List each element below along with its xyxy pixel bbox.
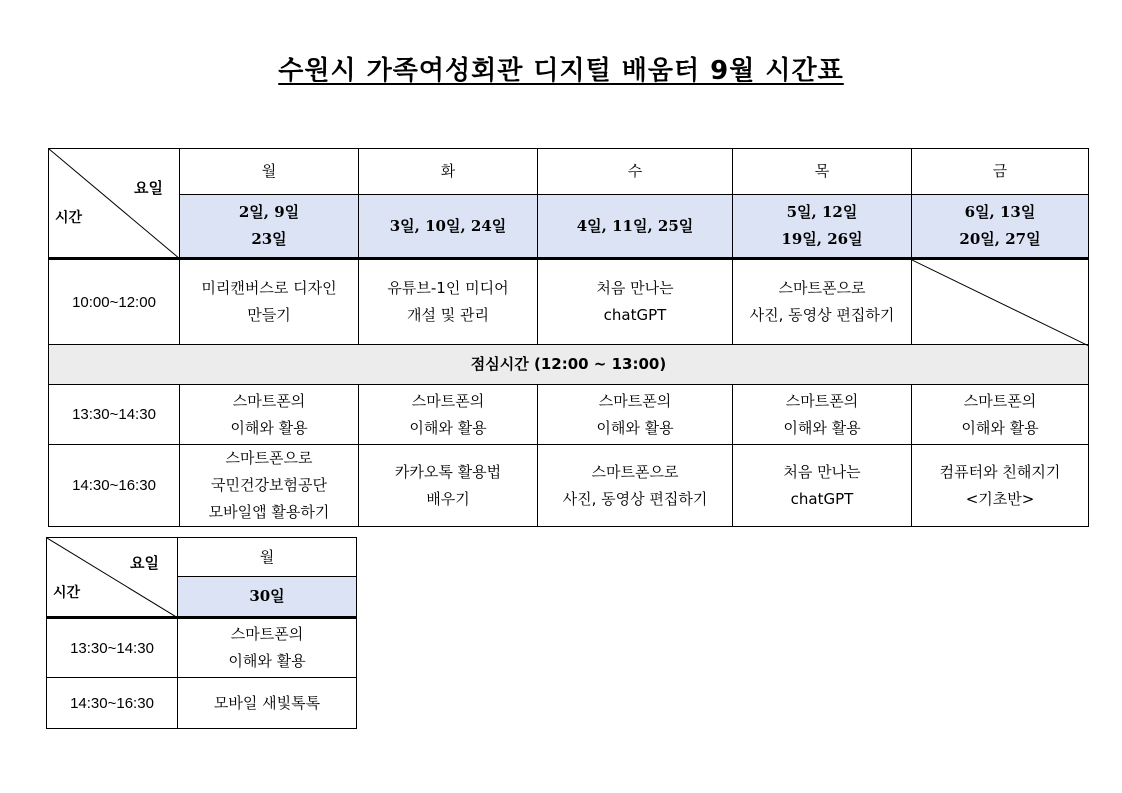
cell-text-line: chatGPT xyxy=(790,489,854,508)
day-header-tue: 화 xyxy=(359,149,538,195)
corner-diagonal xyxy=(49,149,180,259)
dates-mon xyxy=(180,195,359,259)
cell-text-line: 스마트폰의 xyxy=(232,391,306,410)
dates-wed xyxy=(538,195,733,259)
corner-diagonal xyxy=(47,538,178,618)
cell-text-line: 23일 xyxy=(251,230,287,248)
program-cell xyxy=(733,385,912,445)
dates-mon: 30일 xyxy=(178,577,357,618)
program-cell xyxy=(359,445,538,527)
cell-text-line: 스마트폰의 xyxy=(785,391,859,410)
cell-text-line: 4일, 11일, 25일 xyxy=(576,216,694,235)
cell-text-line: 개설 및 관리 xyxy=(407,306,489,324)
dates-fri xyxy=(912,195,1089,259)
cell-text-line: 국민건강보험공단 xyxy=(211,476,327,494)
cell-text-line: 스마트폰의 xyxy=(411,391,485,410)
time-slot: 10:00~12:00 xyxy=(49,259,180,345)
cell-text-line: 스마트폰으로 xyxy=(225,449,313,467)
cell-text-line: 컴퓨터와 친해지기 xyxy=(939,462,1061,481)
cell-text-line: 모바일 새빛톡톡 xyxy=(213,693,321,712)
day-axis-label: 요일 xyxy=(134,179,163,197)
time-axis-label: 시간 xyxy=(53,585,81,601)
cell-text-line: 사진, 동영상 편집하기 xyxy=(749,306,895,324)
dates-thu xyxy=(733,195,912,259)
cell-text-line: chatGPT xyxy=(603,306,667,324)
cell-text-line: 배우기 xyxy=(426,489,470,508)
cell-text-line: 스마트폰의 xyxy=(230,625,304,643)
cell-text-line: 사진, 동영상 편집하기 xyxy=(562,489,708,508)
cell-text-line: 모바일앱 활용하기 xyxy=(208,503,330,521)
program-cell xyxy=(359,385,538,445)
cell-text-line: 3일, 10일, 24일 xyxy=(389,216,507,235)
cell-text-line: 6일, 13일 xyxy=(964,203,1036,221)
cell-text-line: 이해와 활용 xyxy=(596,418,674,437)
dates-tue xyxy=(359,195,538,259)
corner-header xyxy=(47,538,178,618)
day-header-mon: 월 xyxy=(180,149,359,195)
program-cell xyxy=(912,445,1089,527)
program-cell xyxy=(912,385,1089,445)
cell-text-line: 5일, 12일 xyxy=(786,203,858,221)
cell-text-line: 이해와 활용 xyxy=(961,418,1039,437)
program-cell xyxy=(538,385,733,445)
cell-text-line: 스마트폰의 xyxy=(598,391,672,410)
time-slot: 13:30~14:30 xyxy=(47,618,178,678)
cell-text-line: 처음 만나는 xyxy=(596,279,674,297)
cell-text-line: 스마트폰으로 xyxy=(778,279,866,297)
page-title: 수원시 가족여성회관 디지털 배움터 9월 시간표 xyxy=(278,56,844,86)
program-cell xyxy=(538,445,733,527)
cell-text-line: 19일, 26일 xyxy=(781,230,863,248)
program-cell xyxy=(180,385,359,445)
program-cell xyxy=(733,259,912,345)
time-axis-label: 시간 xyxy=(55,210,83,226)
program-cell xyxy=(178,678,357,729)
day-axis-label: 요일 xyxy=(130,554,159,572)
cell-text-line: 카카오톡 활용법 xyxy=(394,462,502,481)
time-slot: 13:30~14:30 xyxy=(49,385,180,445)
day-header-fri: 금 xyxy=(912,149,1089,195)
cell-text-line: 처음 만나는 xyxy=(783,462,861,481)
program-cell xyxy=(733,445,912,527)
program-cell xyxy=(538,259,733,345)
program-cell xyxy=(178,618,357,678)
timetable-main xyxy=(48,148,1089,527)
cell-text-line: 20일, 27일 xyxy=(959,230,1041,248)
time-slot: 14:30~16:30 xyxy=(49,445,180,527)
timetable-supplement xyxy=(46,537,357,729)
corner-header xyxy=(49,149,180,259)
empty-cell-diagonal xyxy=(912,260,1089,346)
day-header-wed: 수 xyxy=(538,149,733,195)
cell-text-line: 스마트폰의 xyxy=(963,391,1037,410)
cell-text-line: 유튜브-1인 미디어 xyxy=(387,279,509,297)
cell-text-line: 만들기 xyxy=(247,306,291,324)
cell-text-line: <기초반> xyxy=(965,489,1035,508)
cell-text-line: 2일, 9일 xyxy=(238,203,300,221)
cell-text-line: 이해와 활용 xyxy=(230,418,308,437)
day-header-thu: 목 xyxy=(733,149,912,195)
time-slot: 14:30~16:30 xyxy=(47,678,178,729)
lunch-break-row: 점심시간 (12:00 ~ 13:00) xyxy=(49,345,1089,385)
program-cell xyxy=(180,445,359,527)
cell-text-line: 이해와 활용 xyxy=(409,418,487,437)
cell-text-line: 스마트폰으로 xyxy=(591,462,679,481)
day-header-mon: 월 xyxy=(178,538,357,577)
cell-text-line: 이해와 활용 xyxy=(228,652,306,670)
program-cell xyxy=(359,259,538,345)
cell-text-line: 이해와 활용 xyxy=(783,418,861,437)
empty-cell xyxy=(912,259,1089,345)
cell-text-line: 미리캔버스로 디자인 xyxy=(201,279,337,297)
program-cell xyxy=(180,259,359,345)
